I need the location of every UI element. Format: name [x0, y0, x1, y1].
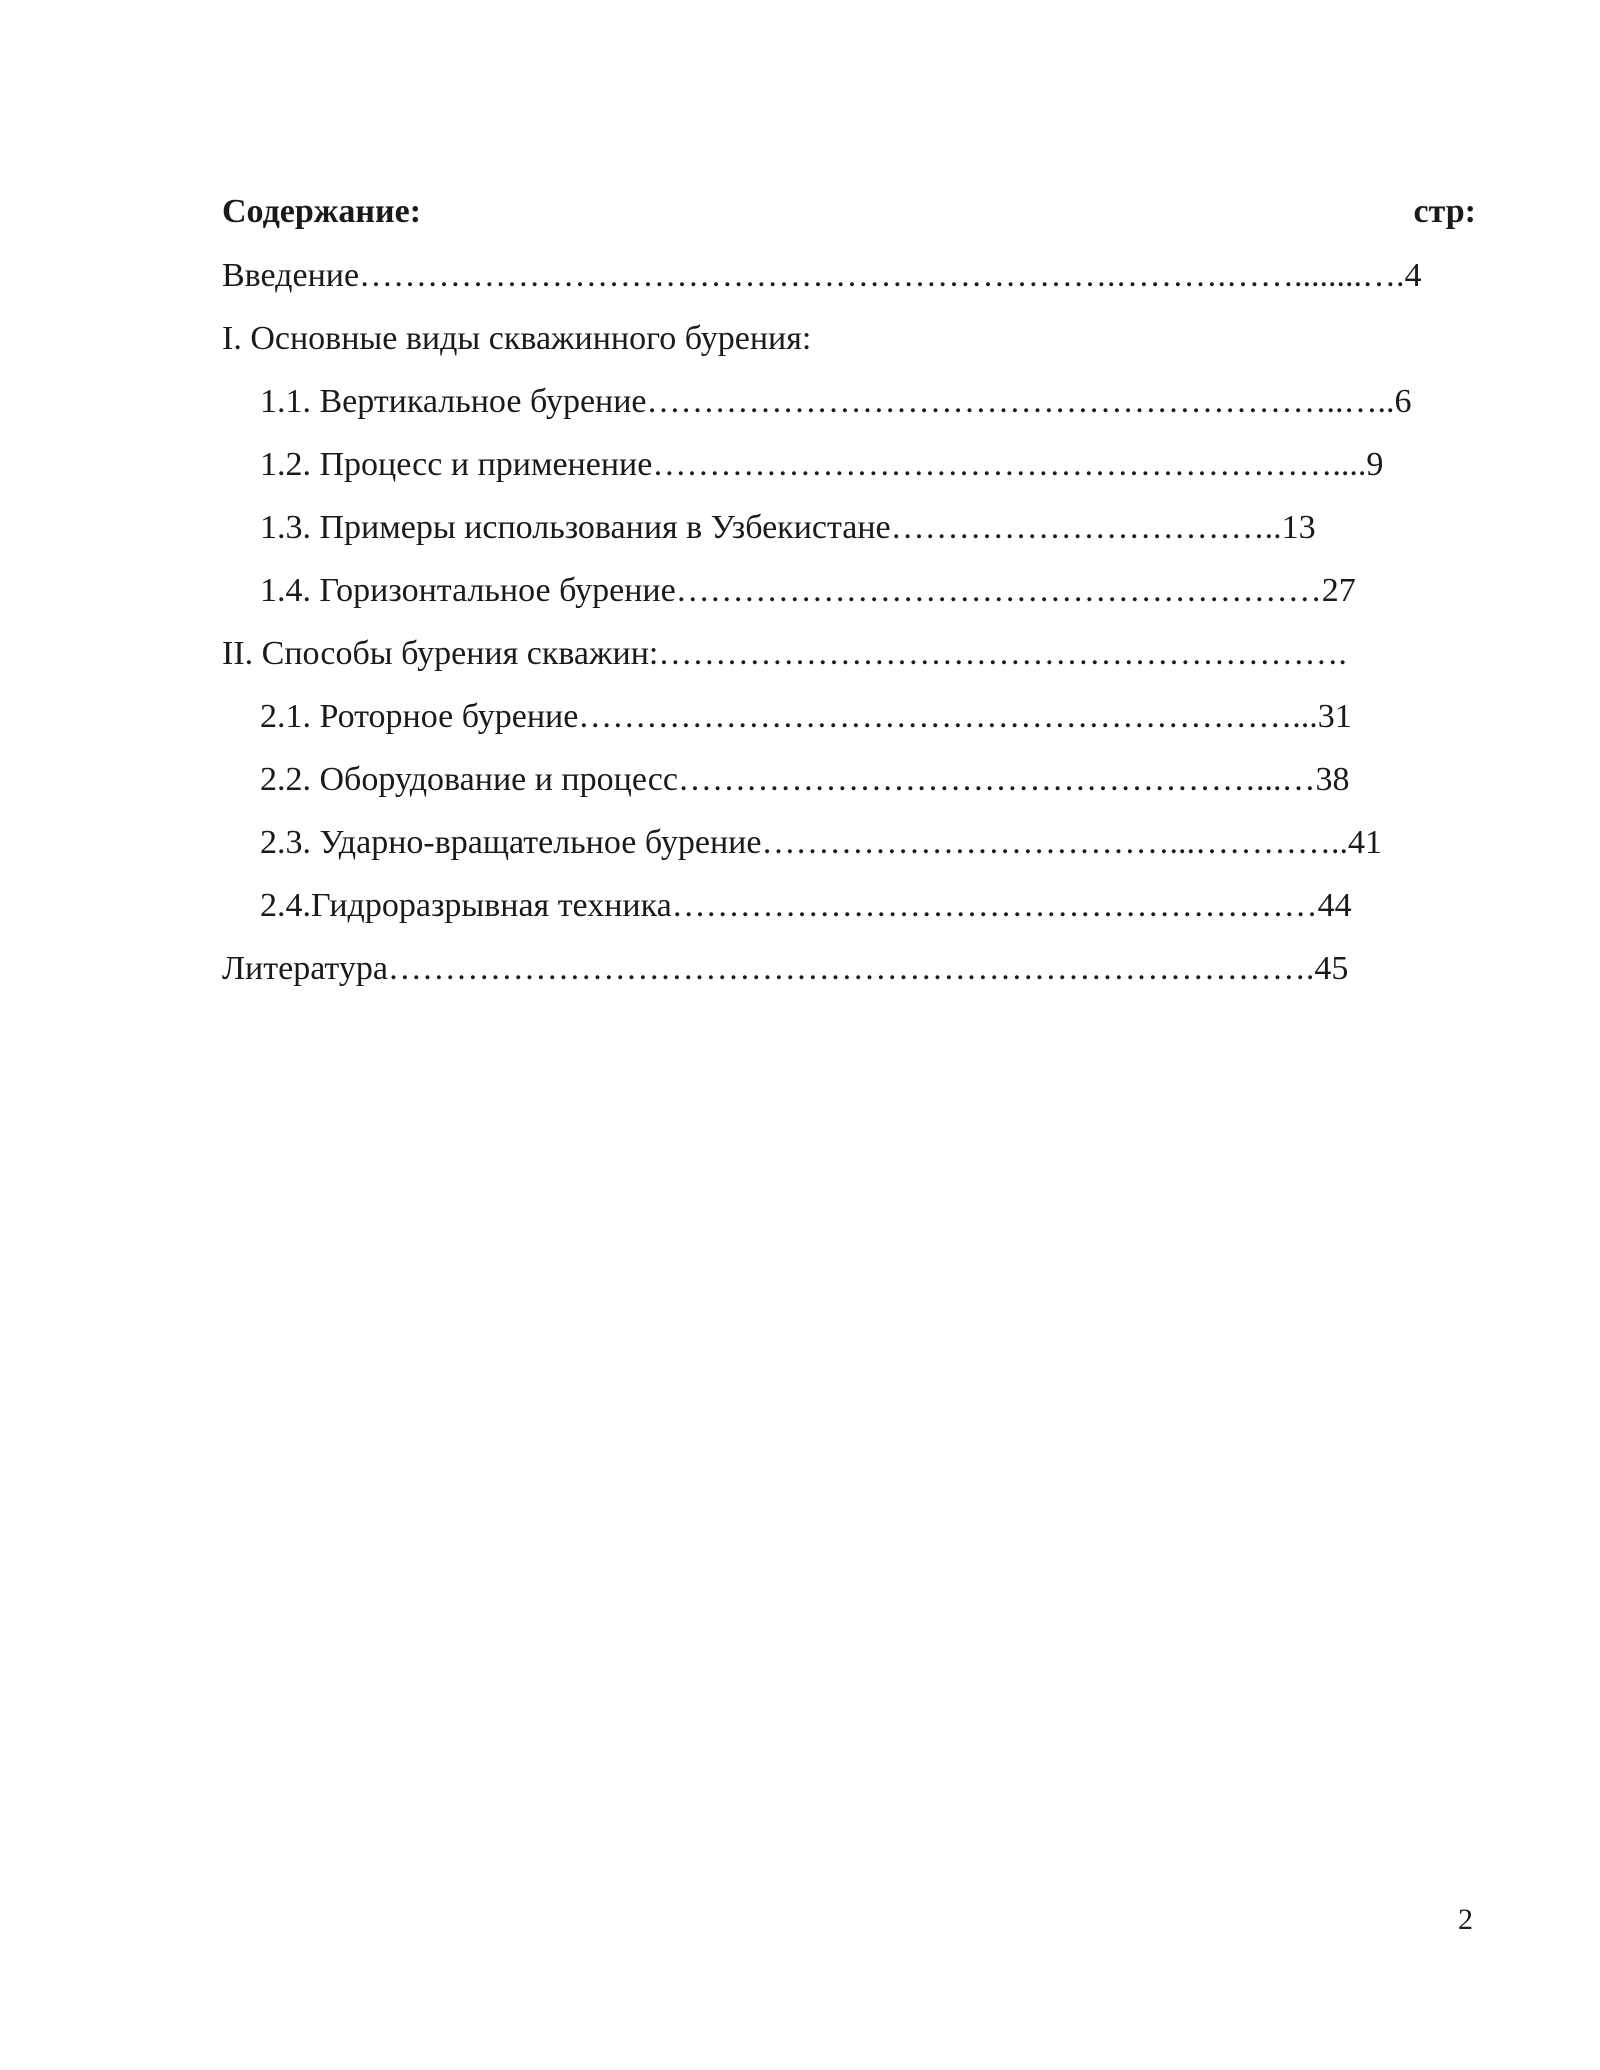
toc-entry-1-2: 1.2. Процесс и применение……………………………………………………....9 — [260, 446, 1384, 483]
toc-entry-introduction: Введение………………………………………………………….……….……........….4 — [222, 257, 1422, 294]
toc-entry-1-1: 1.1. Вертикальное бурение……………………………………………………..…..6 — [260, 383, 1412, 420]
toc-entry-2-2: 2.2. Оборудование и процесс……………………………………………...…38 — [260, 761, 1350, 798]
toc-entry-1-4: 1.4. Горизонтальное бурение…………………………………………………27 — [260, 572, 1356, 609]
toc-entry-1-3: 1.3. Примеры использования в Узбекистане……………………………..13 — [260, 509, 1316, 546]
toc-entry-chapter-2: II. Способы бурения скважин:……………………………………………………. — [222, 635, 1347, 672]
toc-title: Содержание: — [222, 193, 422, 230]
toc-entry-2-3: 2.3. Ударно-вращательное бурение………………………………...…………..41 — [260, 824, 1382, 861]
toc-entry-chapter-1: I. Основные виды скважинного бурения: — [222, 320, 812, 357]
toc-page-label: стр: — [1413, 193, 1476, 230]
page-number: 2 — [1458, 1903, 1473, 1936]
toc-entry-literature: Литература……………………………………………………………………….45 — [222, 950, 1349, 987]
toc-entry-2-4: 2.4.Гидроразрывная техника…………………………………………………44 — [260, 887, 1352, 924]
toc-entry-2-1: 2.1. Роторное бурение………………………………………………………...31 — [260, 698, 1352, 735]
